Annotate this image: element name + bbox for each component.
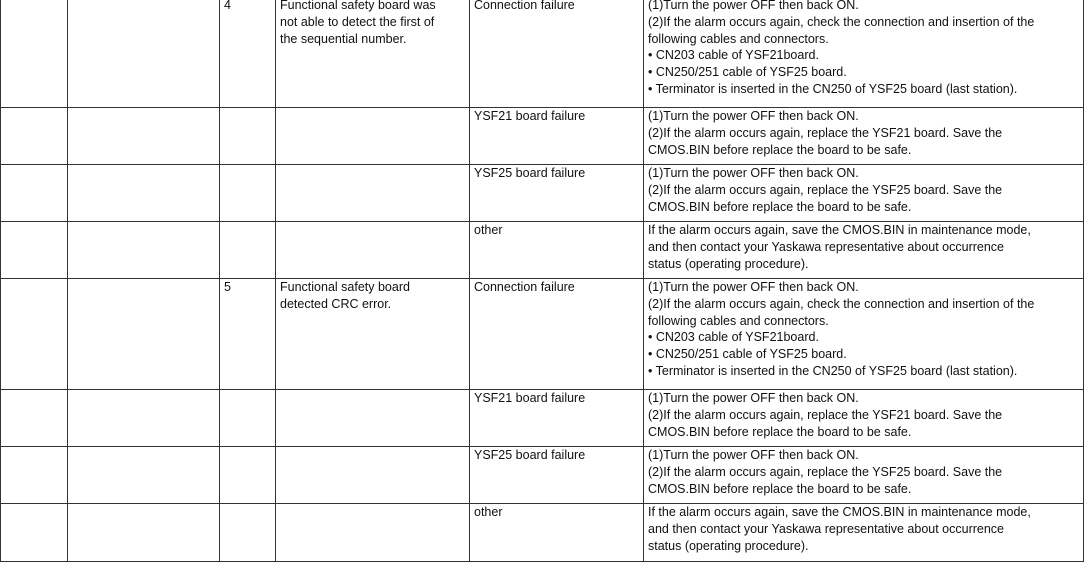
cause-cell: [470, 390, 644, 447]
alarm-number-cell: [1, 222, 68, 279]
sub-code-cell: [220, 222, 276, 279]
sub-code-cell: [220, 108, 276, 165]
cause-text: other: [474, 505, 503, 519]
remedy-line: (2)If the alarm occurs again, check the connection and insertion of the: [648, 296, 1035, 311]
sub-code-text: 5: [224, 280, 231, 294]
meaning-cell: [276, 165, 470, 222]
alarm-name-cell: [68, 447, 220, 504]
remedy-bullet-item: • CN250/251 cable of YSF25 board.: [648, 347, 847, 362]
cause-cell: [470, 0, 644, 108]
alarm-name-cell: [68, 390, 220, 447]
remedy-line: (1)Turn the power OFF then back ON.: [648, 280, 859, 294]
alarm-number-cell: [1, 504, 68, 562]
remedy-line: (2)If the alarm occurs again, replace the YSF25 board. Save the: [648, 464, 1003, 479]
alarm-name-cell: [68, 504, 220, 562]
remedy-line: (1)Turn the power OFF then back ON.: [648, 109, 859, 123]
remedy-line: (1)Turn the power OFF then back ON.: [648, 166, 859, 180]
table-row: [1, 165, 1084, 222]
cause-cell: [470, 222, 644, 279]
cause-cell: [470, 504, 644, 562]
remedy-line: following cables and connectors.: [648, 313, 829, 328]
alarm-name-cell: [68, 0, 220, 108]
remedy-line: CMOS.BIN before replace the board to be safe.: [648, 481, 912, 496]
meaning-cell: [276, 0, 470, 108]
remedy-line: (2)If the alarm occurs again, replace the YSF21 board. Save the: [648, 407, 1003, 422]
remedy-cell: [644, 222, 1084, 279]
cause-cell: [470, 108, 644, 165]
remedy-line: and then contact your Yaskawa representative about occurrence: [648, 239, 1005, 254]
alarm-table-body: [1, 0, 1084, 562]
remedy-line: status (operating procedure).: [648, 256, 809, 271]
table-row: [1, 279, 1084, 390]
remedy-cell: [644, 279, 1084, 390]
table-row: [1, 108, 1084, 165]
remedy-cell: [644, 0, 1084, 108]
alarm-name-cell: [68, 108, 220, 165]
sub-code-cell: [220, 0, 276, 108]
sub-code-cell: [220, 279, 276, 390]
remedy-bullet-item: • CN203 cable of YSF21board.: [648, 330, 819, 345]
cause-text: Connection failure: [474, 280, 575, 294]
cause-text: YSF21 board failure: [474, 109, 586, 123]
meaning-cell: [276, 390, 470, 447]
table-row: [1, 447, 1084, 504]
remedy-line: If the alarm occurs again, save the CMOS.BIN in maintenance mode,: [648, 505, 1031, 519]
remedy-cell: [644, 447, 1084, 504]
remedy-line: (2)If the alarm occurs again, replace the YSF21 board. Save the: [648, 125, 1003, 140]
table-row: [1, 390, 1084, 447]
cause-cell: [470, 447, 644, 504]
remedy-cell: [644, 108, 1084, 165]
remedy-cell: [644, 165, 1084, 222]
sub-code-cell: [220, 390, 276, 447]
remedy-line: (1)Turn the power OFF then back ON.: [648, 0, 859, 12]
sub-code-text: 4: [224, 0, 231, 12]
meaning-line: Functional safety board: [280, 280, 410, 294]
remedy-bullet-item: • Terminator is inserted in the CN250 of YSF25 board (last station).: [648, 363, 1018, 378]
remedy-line: If the alarm occurs again, save the CMOS.BIN in maintenance mode,: [648, 223, 1031, 237]
sub-code-cell: [220, 165, 276, 222]
remedy-line: (1)Turn the power OFF then back ON.: [648, 448, 859, 462]
alarm-name-cell: [68, 279, 220, 390]
table-row: [1, 0, 1084, 108]
remedy-line: following cables and connectors.: [648, 31, 829, 46]
alarm-number-cell: [1, 390, 68, 447]
alarm-number-cell: [1, 279, 68, 390]
alarm-number-cell: [1, 165, 68, 222]
meaning-cell: [276, 279, 470, 390]
remedy-bullet-item: • Terminator is inserted in the CN250 of YSF25 board (last station).: [648, 81, 1018, 96]
meaning-line: the sequential number.: [280, 31, 407, 46]
remedy-line: CMOS.BIN before replace the board to be safe.: [648, 142, 912, 157]
remedy-cell: [644, 390, 1084, 447]
meaning-cell: [276, 108, 470, 165]
cause-text: Connection failure: [474, 0, 575, 12]
meaning-line: Functional safety board was: [280, 0, 436, 12]
remedy-line: CMOS.BIN before replace the board to be safe.: [648, 424, 912, 439]
remedy-line: and then contact your Yaskawa representative about occurrence: [648, 521, 1005, 536]
sub-code-cell: [220, 447, 276, 504]
remedy-line: (1)Turn the power OFF then back ON.: [648, 391, 859, 405]
alarm-number-cell: [1, 447, 68, 504]
meaning-cell: [276, 222, 470, 279]
remedy-bullet-item: • CN250/251 cable of YSF25 board.: [648, 65, 847, 80]
remedy-cell: [644, 504, 1084, 562]
cause-cell: [470, 165, 644, 222]
sub-code-cell: [220, 504, 276, 562]
alarm-name-cell: [68, 165, 220, 222]
meaning-cell: [276, 447, 470, 504]
cause-text: other: [474, 223, 503, 237]
alarm-number-cell: [1, 0, 68, 108]
alarm-number-cell: [1, 108, 68, 165]
cause-text: YSF21 board failure: [474, 391, 586, 405]
table-row: [1, 222, 1084, 279]
remedy-line: status (operating procedure).: [648, 538, 809, 553]
cause-text: YSF25 board failure: [474, 448, 586, 462]
remedy-line: (2)If the alarm occurs again, check the connection and insertion of the: [648, 14, 1035, 29]
table-row: [1, 504, 1084, 562]
cause-cell: [470, 279, 644, 390]
meaning-cell: [276, 504, 470, 562]
alarm-name-cell: [68, 222, 220, 279]
cause-text: YSF25 board failure: [474, 166, 586, 180]
meaning-line: not able to detect the first of: [280, 14, 435, 29]
remedy-bullet-item: • CN203 cable of YSF21board.: [648, 48, 819, 63]
remedy-line: CMOS.BIN before replace the board to be safe.: [648, 199, 912, 214]
meaning-line: detected CRC error.: [280, 296, 392, 311]
remedy-line: (2)If the alarm occurs again, replace the YSF25 board. Save the: [648, 182, 1003, 197]
